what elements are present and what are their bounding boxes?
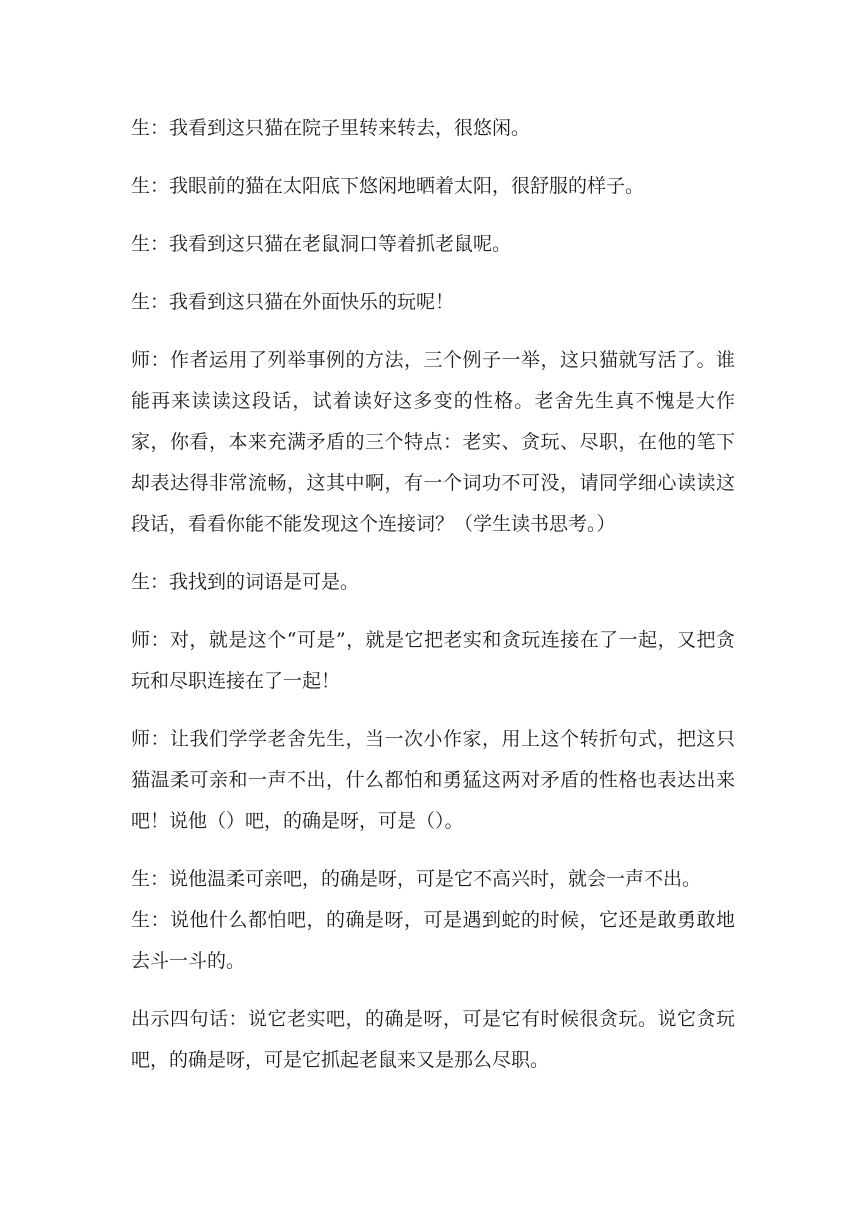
paragraph-student-7: 生：说他什么都怕吧，的确是呀，可是遇到蛇的时候，它还是敢勇敢地去斗一斗的。 <box>131 909 735 972</box>
paragraph-student-5: 生：我找到的词语是可是。 <box>131 571 360 593</box>
document-body <box>131 108 735 1098</box>
paragraph-student-1: 生：我看到这只猫在院子里转来转去，很悠闲。 <box>131 117 531 139</box>
paragraph-student-3: 生：我看到这只猫在老鼠洞口等着抓老鼠呢。 <box>131 233 512 255</box>
paragraph-teacher-2: 师：对，就是这个“可是”，就是它把老实和贪玩连接在了一起，又把贪玩和尽职连接在了一起！ <box>131 629 735 692</box>
paragraph-display-sentences: 出示四句话：说它老实吧，的确是呀，可是它有时候很贪玩。说它贪玩吧，的确是呀，可是它抓起老鼠来又是那么尽职。 <box>131 1008 735 1071</box>
paragraph-student-6: 生：说他温柔可亲吧，的确是呀，可是它不高兴时，就会一声不出。 <box>131 868 702 890</box>
paragraph-student-4: 生：我看到这只猫在外面快乐的玩呢！ <box>131 291 455 313</box>
paragraph-teacher-3: 师：让我们学学老舍先生，当一次小作家，用上这个转折句式，把这只猫温柔可亲和一声不出，什么都怕和勇猛这两对矛盾的性格也表达出来吧！说他（）吧，的确是呀，可是（）。 <box>131 728 735 832</box>
paragraph-student-2: 生：我眼前的猫在太阳底下悠闲地晒着太阳，很舒服的样子。 <box>131 175 645 197</box>
paragraph-teacher-1: 师：作者运用了列举事例的方法，三个例子一举，这只猫就写活了。谁能再来读读这段话，试着读好这多变的性格。老舍先生真不愧是大作家，你看，本来充满矛盾的三个特点：老实、贪玩、尽职，在他的笔下却表达得非常流畅，这其中啊，有一个词功不可没，请同学细心读读这段话，看看你能不能发现这个连接词？（学生读书思考。） <box>131 349 735 535</box>
